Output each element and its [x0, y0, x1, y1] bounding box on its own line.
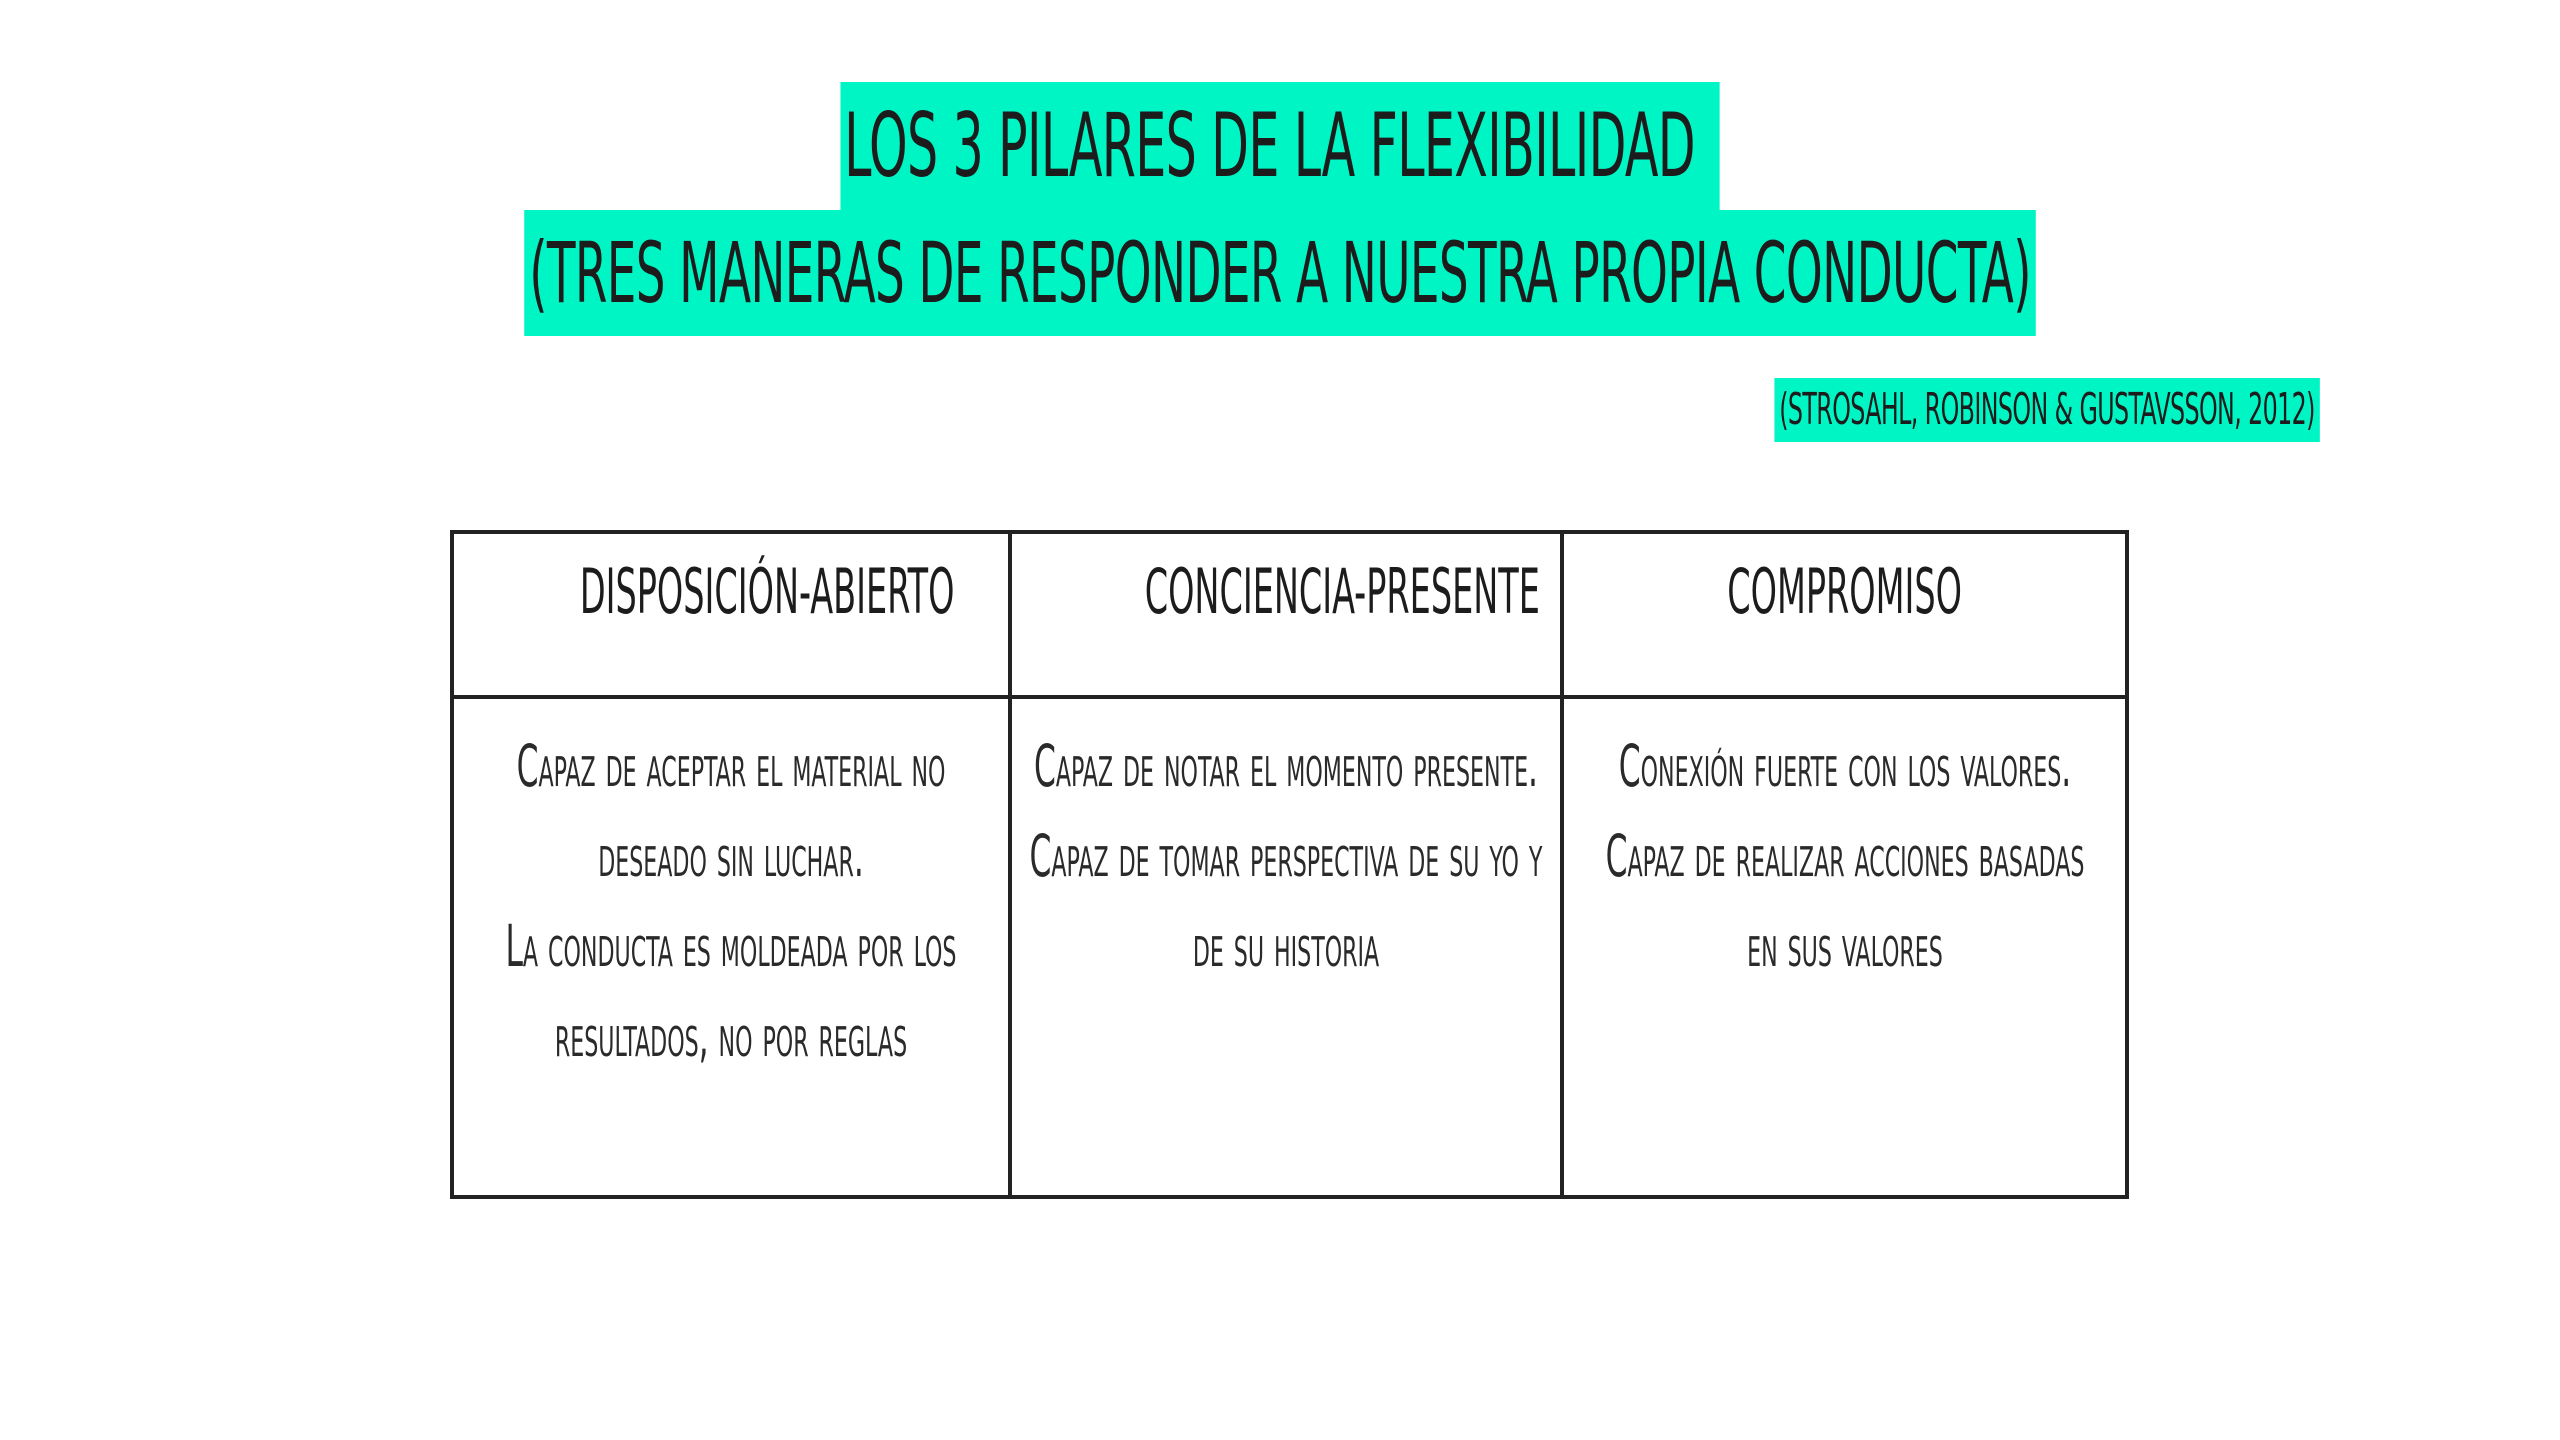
cell-line: Conexión fuerte con los valores.	[1618, 732, 2071, 800]
body-cell-conciencia	[1010, 697, 1562, 1197]
cell-line: Capaz de tomar perspectiva de su yo y de su historia	[1029, 822, 1543, 980]
cell-line: Capaz de realizar acciones basadas en sus valores	[1605, 822, 2084, 980]
cell-text	[473, 721, 989, 1081]
slide-subtitle: (TRES MANERAS DE RESPONDER A NUESTRA PROPIA CONDUCTA)	[524, 210, 2036, 336]
table-header-row	[452, 532, 2127, 697]
table-body-row	[452, 697, 2127, 1197]
cell-line: Capaz de notar el momento presente.	[1034, 732, 1538, 800]
citation-row	[1411, 378, 2320, 442]
cell-text	[1028, 721, 1544, 991]
body-cell-disposicion	[452, 697, 1010, 1197]
title-row	[0, 82, 2560, 210]
citation: (STROSAHL, ROBINSON & GUSTAVSSON, 2012)	[1775, 378, 2320, 442]
body-cell-compromiso	[1562, 697, 2127, 1197]
slide-title: LOS 3 PILARES DE LA FLEXIBILIDAD	[840, 82, 1719, 210]
subtitle-row	[0, 210, 2560, 336]
header-cell-disposicion	[452, 532, 1010, 697]
header-label: COMPROMISO	[1727, 555, 1962, 628]
header-label: CONCIENCIA-PRESENTE	[1144, 555, 1540, 628]
header-cell-conciencia	[1010, 532, 1562, 697]
cell-text	[1587, 721, 2103, 991]
cell-line: La conducta es moldeada por los resultados, no por reglas	[505, 912, 957, 1070]
header-label: DISPOSICIÓN-ABIERTO	[579, 555, 955, 628]
cell-line: Capaz de aceptar el material no deseado sin luchar.	[516, 732, 946, 890]
pillars-table	[450, 530, 2129, 1199]
header-cell-compromiso	[1562, 532, 2127, 697]
